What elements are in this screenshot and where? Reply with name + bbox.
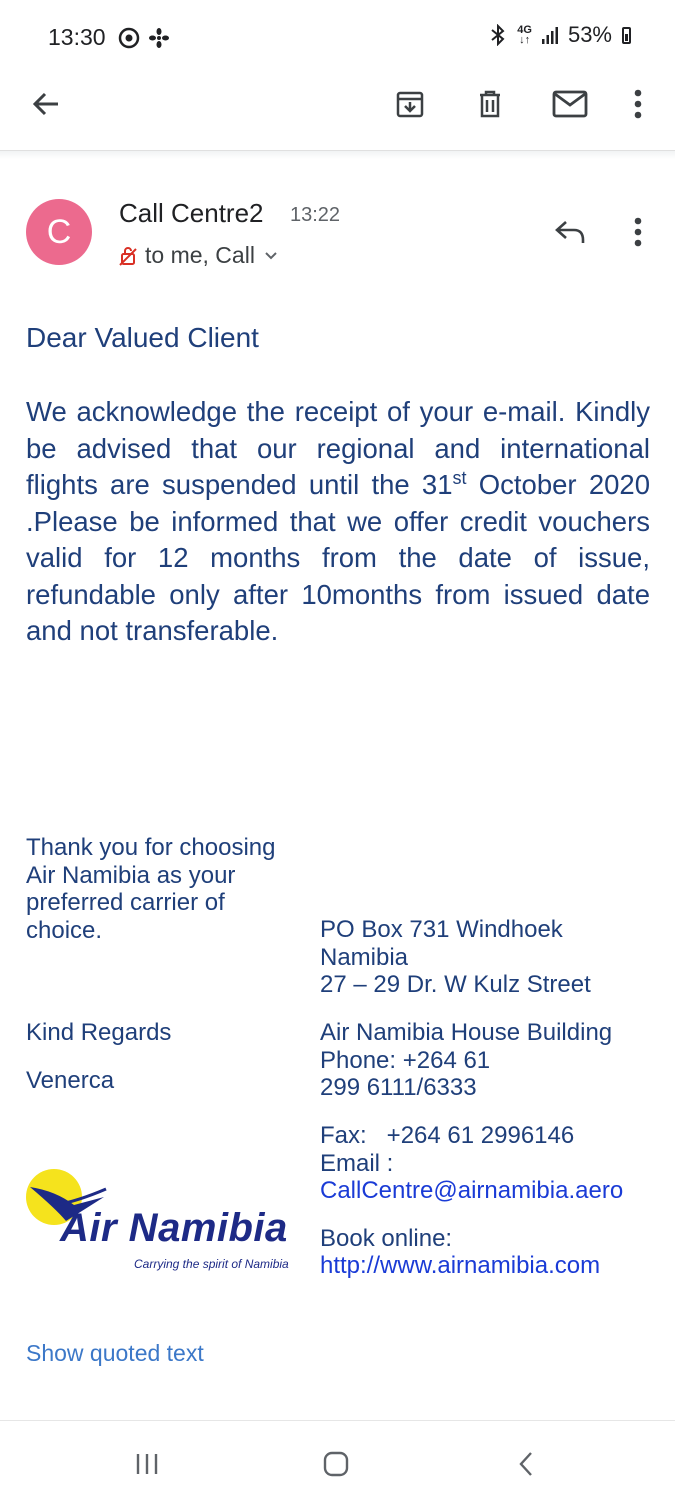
building: Air Namibia House Building: [320, 1019, 613, 1046]
unencrypted-lock-icon: [119, 246, 137, 266]
address-block: [320, 916, 591, 999]
thanks-line: Air Namibia as your: [26, 861, 236, 889]
book-online-label: Book online:: [320, 1225, 453, 1252]
chevron-down-icon: [263, 250, 279, 262]
network-type: [517, 25, 532, 45]
toolbar-divider: [0, 150, 675, 159]
logo-tagline: Carrying the spirit of Namibia: [134, 1257, 289, 1271]
battery-percent: 53%: [567, 22, 612, 47]
body-text-1: We acknowledge the receipt of your e-mail. Kindly be advised that our regional and international flights are suspended until the 31: [26, 396, 650, 500]
recipients-toggle[interactable]: [119, 242, 279, 269]
reply-icon[interactable]: [552, 214, 588, 250]
status-time: 13:30: [48, 24, 106, 50]
recipients-label: to me, Call: [145, 242, 255, 268]
sender-avatar[interactable]: C: [26, 199, 92, 265]
contact-block: [320, 1019, 612, 1102]
thanks-line: preferred carrier of: [26, 889, 225, 916]
network-type-label: 4G: [517, 24, 532, 36]
home-icon[interactable]: [316, 1446, 356, 1482]
email-label: Email :: [320, 1150, 394, 1177]
greeting: Dear Valued Client: [26, 322, 259, 353]
message-body: [26, 394, 650, 650]
recent-apps-icon[interactable]: [127, 1446, 167, 1482]
network-activity: ↓↑: [519, 34, 531, 46]
address-line: 27 – 29 Dr. W Kulz Street: [320, 971, 591, 998]
fax: Fax: +264 61 2996146: [320, 1122, 575, 1149]
address-line: PO Box 731 Windhoek: [320, 916, 563, 943]
nav-divider: [0, 1420, 675, 1421]
back-icon[interactable]: [506, 1446, 546, 1482]
notification-icons: [118, 27, 170, 49]
archive-icon[interactable]: [390, 84, 430, 124]
mark-unread-icon[interactable]: [549, 84, 591, 124]
website-link[interactable]: http://www.airnamibia.com: [320, 1252, 601, 1279]
phone-line: 299 6111/6333: [320, 1074, 477, 1101]
signal-icon: [542, 26, 558, 44]
kind-regards: Kind Regards: [26, 1019, 172, 1046]
more-vert-icon[interactable]: [623, 84, 653, 124]
sender-name: Call Centre2: [119, 198, 264, 228]
signer-name: Venerca: [26, 1067, 115, 1094]
address-line: Namibia: [320, 943, 409, 971]
ordinal-suffix: st: [452, 468, 467, 488]
bluetooth-icon: [489, 24, 507, 46]
show-quoted-text[interactable]: Show quoted text: [26, 1340, 204, 1366]
thanks-line: choice.: [26, 916, 103, 944]
message-more-icon[interactable]: [623, 214, 653, 250]
email-time: 13:22: [290, 204, 341, 226]
delete-icon[interactable]: [470, 84, 510, 124]
battery-icon: [622, 27, 631, 44]
logo-wordmark: Air Namibia: [60, 1206, 288, 1250]
status-icons-left: [118, 27, 170, 54]
thanks-block: [26, 834, 275, 944]
status-icons-right: [489, 22, 631, 48]
phone-line: Phone: +264 61: [320, 1046, 491, 1074]
body-text-2: October 2020 .Please be informed that we offer credit vouchers valid for 12 months from the date of issue, refundable only after 10months from issued date and not transferable.: [26, 469, 650, 646]
thanks-line: Thank you for choosing: [26, 834, 276, 861]
email-link[interactable]: CallCentre@airnamibia.aero: [320, 1177, 624, 1204]
back-arrow-icon[interactable]: [26, 84, 66, 124]
